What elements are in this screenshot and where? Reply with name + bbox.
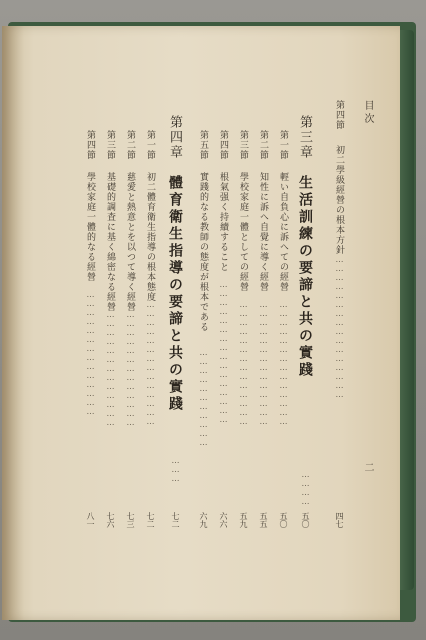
toc-section-label: 第四節 <box>218 130 228 160</box>
toc-section-label: 第五節 <box>198 130 208 160</box>
toc-leader-dots: …………………………………… <box>279 300 288 426</box>
page-gutter-shadow <box>2 26 24 620</box>
toc-section-label: 第一節 <box>278 130 288 160</box>
toc-page-number: 五五 <box>259 512 268 528</box>
toc-section-title: 根氣强く持續すること <box>218 172 228 272</box>
toc-section-label: 第一節 <box>145 130 155 160</box>
toc-section-title: 實踐的なる教師の態度が根本である <box>198 172 208 332</box>
toc-section-title: 學校家庭一體としての經營 <box>238 172 248 292</box>
toc-page-number: 六九 <box>199 512 208 528</box>
toc-leader-dots: …………………………………… <box>259 300 268 426</box>
toc-page-number: 七三 <box>126 512 135 528</box>
toc-section-title: 初二體育衛生指導の根本態度 <box>145 172 155 302</box>
toc-section-label: 第四節 <box>85 130 95 160</box>
toc-section-label: 第四節 <box>334 100 344 130</box>
toc-page-number: 五〇 <box>279 512 288 528</box>
toc-leader-dots: …………………………………… <box>146 300 155 426</box>
toc-leader-dots: ………… <box>301 470 310 506</box>
toc-leader-dots: …………………………… <box>199 348 208 447</box>
toc-chapter-title: 生活訓練の要諦と共の實踐 <box>297 175 313 379</box>
toc-page-number: 七二 <box>146 512 155 528</box>
toc-leader-dots: ………………………………………… <box>219 280 228 424</box>
running-header-page-number: 二 <box>362 462 373 475</box>
toc-section-title: 學校家庭一體的なる經營 <box>85 172 95 282</box>
toc-section-title: 知性に訴へ自覺に導く經營 <box>258 172 268 292</box>
toc-section-title: 初二學級經營の根本方針 <box>334 145 344 255</box>
toc-page-number: 五〇 <box>301 512 310 528</box>
toc-section-label: 第三節 <box>105 130 115 160</box>
toc-page-number: 六六 <box>219 512 228 528</box>
toc-section-title: 基礎的調査に基く綿密なる經營 <box>105 172 115 312</box>
toc-page-number: 七二 <box>171 512 180 528</box>
toc-leader-dots: ………………………………… <box>126 310 135 427</box>
toc-section-title: 輕い自負心に訴へての經營 <box>278 172 288 292</box>
toc-leader-dots: ………………………………………… <box>335 255 344 399</box>
running-header-title: 目次 <box>362 100 373 126</box>
toc-page-number: 七六 <box>106 512 115 528</box>
toc-chapter-title: 體育衛生指導の要諦と共の實踐 <box>167 175 183 413</box>
toc-chapter-label: 第三章 <box>297 115 312 160</box>
toc-leader-dots: ……… <box>171 456 180 483</box>
toc-page-number: 五九 <box>239 512 248 528</box>
toc-leader-dots: …………………………………… <box>239 300 248 426</box>
toc-page-number: 四七 <box>335 512 344 528</box>
toc-leader-dots: ………………………………… <box>106 310 115 427</box>
toc-leader-dots: …………………………………… <box>86 290 95 416</box>
toc-page-number: 八一 <box>86 512 95 528</box>
toc-section-label: 第三節 <box>238 130 248 160</box>
toc-section-label: 第二節 <box>258 130 268 160</box>
toc-section-label: 第二節 <box>125 130 135 160</box>
toc-section-title: 慈愛と熱意とを以つて導く經營 <box>125 172 135 312</box>
toc-chapter-label: 第四章 <box>167 115 182 160</box>
